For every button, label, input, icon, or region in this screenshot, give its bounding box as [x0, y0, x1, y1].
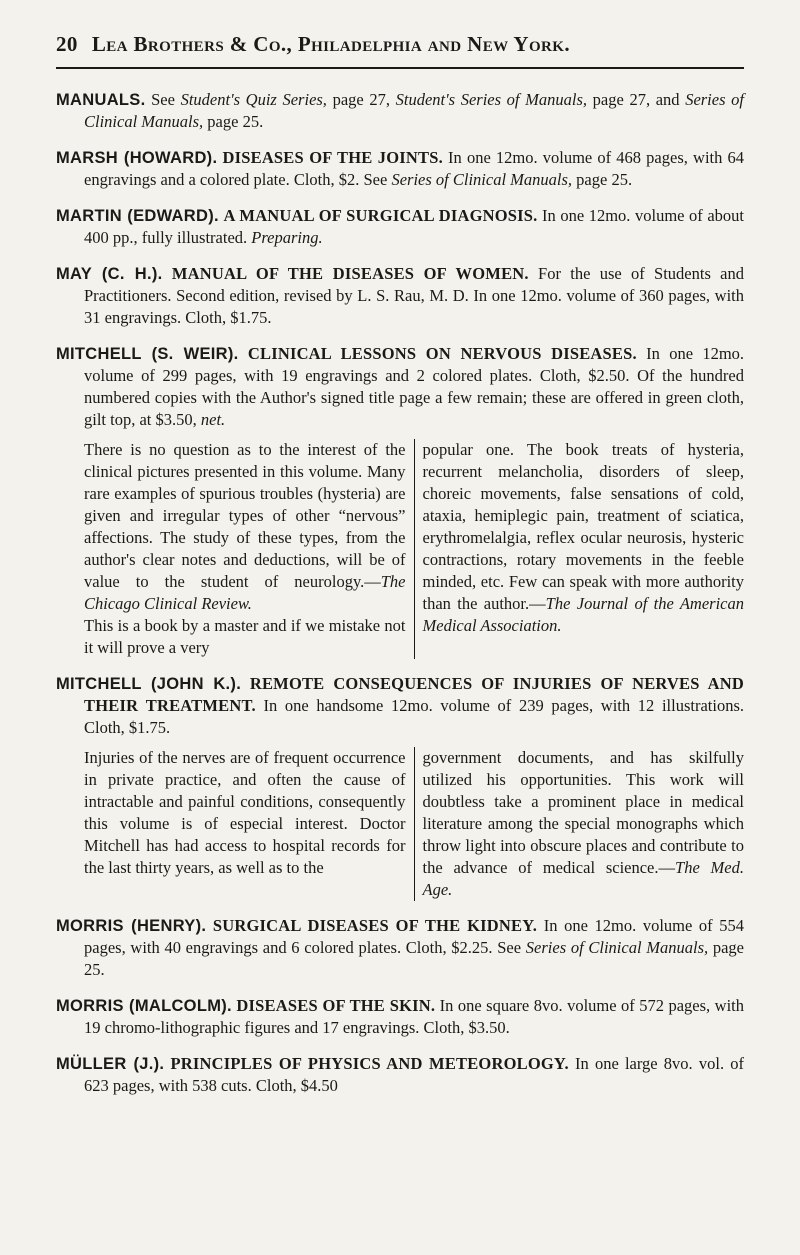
series-reference: Series of Clinical Manuals,: [525, 938, 709, 957]
review-left-column: There is no question as to the interest of the clinical pictures presented in this volume. Many rare examples of spurious troubles (hysteria) are given and irregular types of other “nervous” affections. The study of these types, from the author's clear notes and deductions, will be of value to the student of neurology.—The Chicago Clinical Review. This is a book by a master and if we mistake not it will prove a very: [84, 439, 415, 659]
entry-author: MITCHELL (JOHN K.).: [56, 675, 242, 693]
catalog-entry: MITCHELL (S. WEIR). CLINICAL LESSONS ON NERVOUS DISEASES. In one 12mo. volume of 299 pages, with 19 engravings and 2 colored plates. Cloth, $2.50. Of the hundred numbered copies with the Author's signed title page a few remain; these are offered in green cloth, gilt top, at $3.50, net. There is no question as to the interest of the clinical pictures presented in this volume. Many rare examples of spurious troubles (hysteria) are given and irregular types of other “nervous” affections. The study of these types, from the author's clear notes and deductions, will be of value to the student of neurology.—The Chicago Clinical Review. This is a book by a master and if we mistake not it will prove a very popular one. The book treats of hysteria, recurrent melancholia, disorders of sleep, choreic movements, false sensations of cold, ataxia, hemiplegic pain, treatment of sciatica, erythromelalgia, reflex ocular neurosis, hysteric contractions, rotary movements in the feeble minded, etc. Few can speak with more authority than the author.—The Journal of the American Medical Association.: [56, 344, 745, 657]
review-source: The Journal of the American Medical Association.: [422, 594, 745, 635]
catalog-entry: MORRIS (HENRY). SURGICAL DISEASES OF THE KIDNEY. In one 12mo. volume of 554 pages, with 40 engravings and 6 colored plates. Cloth, $2.25. See Series of Clinical Manuals, page 25.: [56, 916, 744, 979]
catalog-entry: MORRIS (MALCOLM). DISEASES OF THE SKIN. In one square 8vo. volume of 572 pages, with 19 chromo-lithographic figures and 17 engravings. Cloth, $3.50.: [56, 996, 744, 1037]
review-right-column: government documents, and has skilfully utilized his opportunities. This work will doubtless take a prominent place in medical literature among the special monographs which throw light into obscure places and contribute to the advance of medical science.—The Med. Age.: [422, 748, 744, 899]
catalog-entry: MITCHELL (JOHN K.). REMOTE CONSEQUENCES OF INJURIES OF NERVES AND THEIR TREATMENT. In one handsome 12mo. volume of 239 pages, with 12 illustrations. Cloth, $1.75. Injuries of the nerves are of frequent occurrence in private practice, and often the cause of intractable and painful conditions, consequently this volume is of especial interest. Doctor Mitchell has had access to hospital records for the last thirty years, as well as to the government documents, and has skilfully utilized his opportunities. This work will doubtless take a prominent place in medical literature among the special monographs which throw light into obscure places and contribute to the advance of medical science.—The Med. Age.: [56, 674, 745, 899]
series-reference: Series of Clinical Manuals,: [391, 170, 573, 189]
review-left-column: Injuries of the nerves are of frequent occurrence in private practice, and often the cause of intractable and painful conditions, consequently this volume is of especial interest. Doctor Mitchell has had access to hospital records for the last thirty years, as well as to the: [84, 747, 415, 901]
review-columns: [84, 439, 744, 659]
entry-title: DISEASES OF THE JOINTS.: [222, 148, 443, 167]
review-columns: [84, 747, 744, 901]
entry-title: CLINICAL LESSONS ON NERVOUS DISEASES.: [247, 344, 637, 363]
entry-author: MAY (C. H.).: [56, 265, 163, 283]
header-rule: [56, 67, 744, 69]
catalog-entry: MARSH (HOWARD). DISEASES OF THE JOINTS. In one 12mo. volume of 468 pages, with 64 engravings and a colored plate. Cloth, $2. See Series of Clinical Manuals, page 25.: [56, 148, 745, 189]
header-title: Lea Brothers & Co., Philadelphia and New York.: [91, 32, 570, 56]
entry-author: MARSH (HOWARD).: [56, 149, 218, 167]
review-source: The Chicago Clinical Review.: [84, 572, 406, 613]
price-note: net.: [200, 410, 226, 429]
series-reference: Student's Quiz Series,: [180, 90, 327, 109]
entry-title: DISEASES OF THE SKIN.: [236, 996, 436, 1015]
entry-author: MÜLLER (J.).: [56, 1055, 165, 1073]
catalog-entry: MÜLLER (J.). PRINCIPLES OF PHYSICS AND METEOROLOGY. In one large 8vo. vol. of 623 pages, with 538 cuts. Cloth, $4.50: [56, 1054, 745, 1095]
review-right-column: popular one. The book treats of hysteria, recurrent melancholia, disorders of sleep, choreic movements, false sensations of cold, ataxia, hemiplegic pain, treatment of sciatica, erythromelalgia, reflex ocular neurosis, hysteric contractions, rotary movements in the feeble minded, etc. Few can speak with more authority than the author.—The Journal of the American Medical Association.: [422, 440, 745, 635]
series-reference: Series of Clinical Manuals,: [84, 90, 744, 131]
entry-author: MANUALS.: [56, 91, 146, 109]
entry-title: SURGICAL DISEASES OF THE KIDNEY.: [212, 916, 538, 935]
review-source: The Med. Age.: [422, 858, 744, 899]
catalog-entry: MAY (C. H.). MANUAL OF THE DISEASES OF WOMEN. For the use of Students and Practitioners. Second edition, revised by L. S. Rau, M. D. In one 12mo. volume of 360 pages, with 31 engravings. Cloth, $1.75.: [56, 264, 745, 327]
running-header: [56, 32, 744, 57]
catalog-entry: MANUALS. See Student's Quiz Series, page 27, Student's Series of Manuals, page 27, and Series of Clinical Manuals, page 25.: [56, 90, 744, 131]
entry-title: PRINCIPLES OF PHYSICS AND METEOROLOGY.: [170, 1054, 569, 1073]
status-note: Preparing.: [251, 228, 323, 247]
page-number: 20: [56, 32, 78, 56]
entry-author: MARTIN (EDWARD).: [56, 207, 219, 225]
entry-author: MORRIS (HENRY).: [56, 917, 207, 935]
catalog-entry: MARTIN (EDWARD). A MANUAL OF SURGICAL DIAGNOSIS. In one 12mo. volume of about 400 pp., fully illustrated. Preparing.: [56, 206, 745, 247]
entry-author: MITCHELL (S. WEIR).: [56, 345, 239, 363]
entry-title: MANUAL OF THE DISEASES OF WOMEN.: [171, 264, 529, 283]
entry-title: REMOTE CONSEQUENCES OF INJURIES OF NERVES AND THEIR TREATMENT.: [84, 674, 744, 715]
series-reference: Student's Series of Manuals,: [395, 90, 588, 109]
entry-title: A MANUAL OF SURGICAL DIAGNOSIS.: [223, 206, 538, 225]
entry-author: MORRIS (MALCOLM).: [56, 997, 232, 1015]
